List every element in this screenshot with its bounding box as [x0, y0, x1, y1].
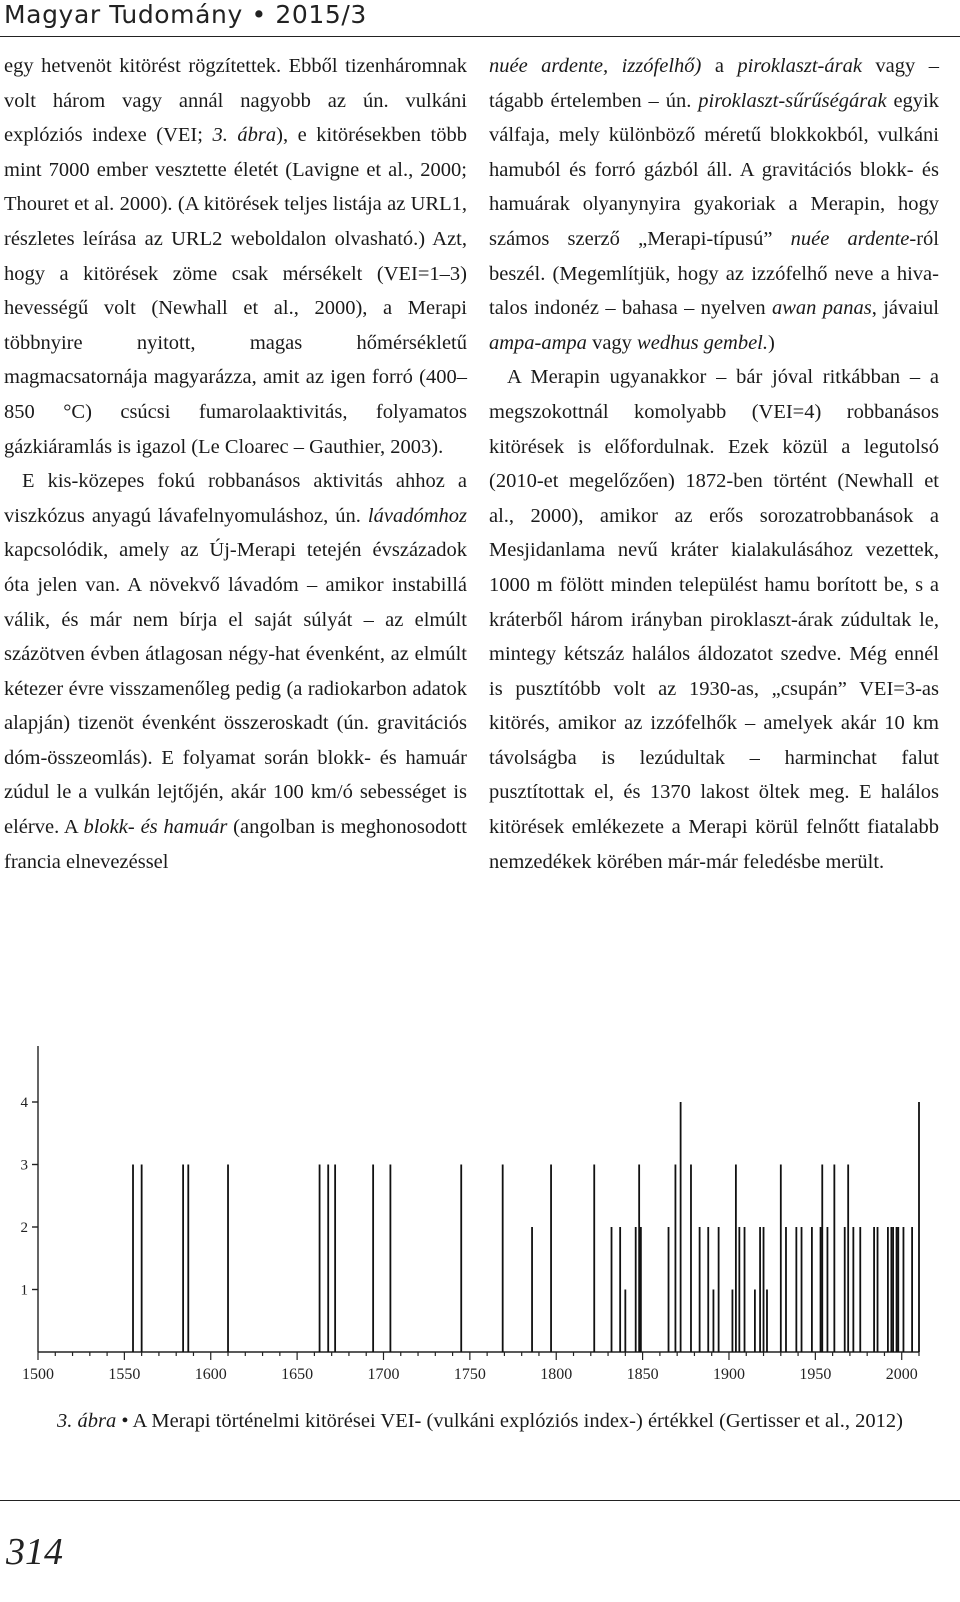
text-run: a — [701, 55, 738, 77]
x-tick-label: 1800 — [540, 1366, 573, 1383]
italic-run: 3. ábra — [212, 124, 277, 147]
paragraph — [4, 464, 467, 879]
text-run: egy hetvenöt kitörést rögzítettek. Ebből tizenháromnak volt három vagy annál nagyobb az ún. vulkáni explóziós indexe (VEI; — [4, 55, 467, 147]
italic-run: blokk- és hamuár — [83, 816, 228, 839]
x-tick-label: 1600 — [194, 1366, 227, 1383]
italic-run: nuée ardente, izzófelhő) — [489, 55, 702, 77]
journal-title: Magyar Tudomány • 2015/3 — [4, 0, 367, 29]
x-tick-label: 1900 — [712, 1366, 745, 1383]
italic-run: piroklaszt-árak — [737, 55, 862, 77]
footer-rule — [0, 1500, 960, 1501]
text-run: ), e kitörésekben több mint 7000 ember vesztette életét (Lavigne et al., 2000; Thouret et al. 2000). (A kitörések teljes listája az URL1, részletes leírása az URL2 weboldalon olvasható.) Azt, hogy a kitörések zöme csak mérsékelt (VEI=1–3) hevességű volt (Newhall et al., 2000), a Merapi többnyire nyitott, magas hőmérsékletű magmacsatornája magyarázza, amit az igen forró (400–850 °C) csúcsi fumarolaaktivitás, folyamatos gázkiáramlás is igazol (Le Cloarec – Gauthier, 2003). — [4, 124, 467, 458]
paragraph — [4, 49, 467, 464]
text-run: vagy — [586, 331, 638, 354]
text-run: (angolban is meghonosodott francia elnevezéssel — [4, 816, 467, 873]
text-run: A Merapin ugyanakkor – bár jóval ritkábban – a megszokottnál komolyabb (VEI=4) robbanásos kitörések is előfordulnak. Ezek közül a legutolsó (2010-et megelőzően) 1872-ben történt (Newhall et al., 2000), amikor az erős sorozatrobbanások a Mesjidanlama nevű kráter kialakulásához vezettek, 1000 m fölött minden települést hamu borított be, s a kráterből három irányban piroklaszt-árak zúdultak le, mintegy kétszáz halálos áldozatot szedve. Még ennél is pusztítóbb volt az 1930-as, „csupán” VEI=3-as kitörés, amikor az izzófelhők – amelyek akár 10 km távolságba is lezúdultak – harminchat falut pusztítottak el, és 1370 lakost öltek meg. E halálos kitörések emlékezete a Merapi körül felnőtt fiatalabb nemzedékek körében már-már feledésbe merült. — [489, 366, 939, 873]
x-tick-label: 1550 — [108, 1366, 141, 1383]
caption-text: • A Merapi történelmi kitörései VEI- (vulkáni explóziós index-) értékkel (Gertisser et al., 2012) — [116, 1410, 903, 1432]
italic-run: piroklaszt-sűrűségárak — [698, 89, 887, 112]
caption-label: 3. ábra — [57, 1410, 117, 1432]
italic-run: ampa-ampa — [489, 331, 587, 354]
chart-canvas — [0, 1040, 960, 1400]
y-tick-label: 2 — [20, 1220, 28, 1236]
italic-run: lávadómhoz — [367, 504, 467, 527]
paragraph — [489, 49, 939, 360]
text-run: E kis-közepes fokú robbanásos aktivitás ahhoz a viszkózus anyagú lávafelnyomuláshoz, ún. — [4, 470, 467, 527]
right-column — [489, 49, 939, 879]
running-header — [0, 0, 960, 37]
text-run: ) — [768, 331, 775, 354]
y-tick-label: 3 — [20, 1157, 28, 1174]
text-run: egyik válfaja, mely különböző méretű blokkokból, vulkáni hamuból és forró gázból áll. A gravitációs blokk- és hamuárak olyanynyira gyakoriak a Merapin, hogy számos szerző „Merapi-típusú” — [489, 89, 940, 250]
x-tick-label: 1950 — [799, 1366, 832, 1383]
x-tick-label: 1500 — [22, 1366, 54, 1383]
left-column — [4, 49, 467, 879]
figure-caption — [0, 1404, 960, 1438]
x-tick-label: 2000 — [885, 1366, 918, 1383]
x-tick-label: 1700 — [367, 1366, 400, 1383]
text-run: , jávaiul — [871, 297, 939, 320]
italic-run: awan panas — [771, 297, 872, 320]
page-number: 314 — [6, 1531, 63, 1573]
italic-run: wedhus gembel. — [637, 331, 768, 354]
italic-run: nuée ardente — [790, 227, 910, 250]
text-run: kapcsolódik, amely az Új-Merapi tetején évszázadok óta jelen van. A növekvő lávadóm – amikor instabillá válik, és már nem bírja el saját súlyát – az elmúlt százötven évben átlagosan négy-hat évenként, az elmúlt kétezer évre visszamenőleg pedig (a radiokarbon adatok alapján) tizenöt évenként összeroskadt (ún. gravitációs dóm-összeomlás). E folyamat során blokk- és hamuár zúdul le a vulkán lejtőjén, akár 100 km/ó sebességet is elérve. A — [4, 539, 467, 839]
x-tick-label: 1750 — [453, 1366, 486, 1383]
y-tick-label: 4 — [20, 1095, 28, 1111]
text-run: -ról beszél. (Megemlítjük, hogy az izzófelhő neve a hivatalos indonéz – bahasa – nyelven — [489, 227, 940, 320]
x-tick-label: 1650 — [281, 1366, 314, 1383]
x-tick-label: 1850 — [626, 1366, 659, 1383]
y-tick-label: 1 — [20, 1282, 28, 1299]
paragraph — [489, 360, 939, 879]
vei-eruption-chart — [0, 1040, 960, 1400]
text-run: vagy – tágabb értelemben – ún. — [489, 55, 939, 112]
